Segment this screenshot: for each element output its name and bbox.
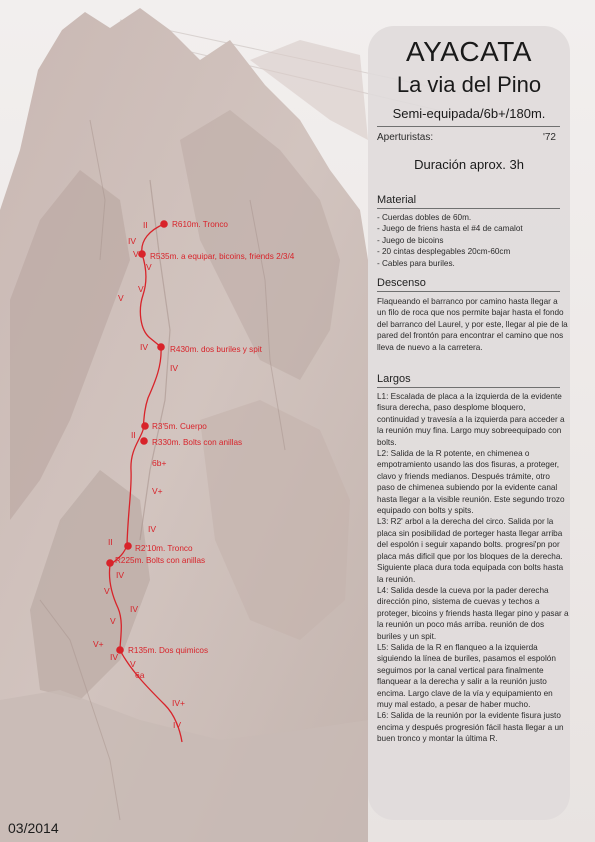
grade-label: IV bbox=[148, 524, 157, 534]
belay-label: R610m. Tronco bbox=[172, 220, 228, 229]
grade-label: V+ bbox=[93, 639, 104, 649]
grade-label: V bbox=[130, 659, 136, 669]
pitch-description: L4: Salida desde la cueva por la pader derecha dirección pino, sistema de cuevas y techos a proteger, bicoins y friends hasta llegar pino y pasar a la reunión un poco más arriba. reunión de dos buriles y un spit. bbox=[377, 585, 569, 641]
grade-label: V bbox=[138, 284, 144, 294]
grade-label: V bbox=[104, 586, 110, 596]
belay-label: R2'10m. Tronco bbox=[135, 544, 193, 553]
topo-date: 03/2014 bbox=[8, 820, 59, 836]
divider bbox=[377, 126, 560, 127]
belay-dot-r4 bbox=[157, 343, 165, 351]
divider bbox=[377, 208, 560, 209]
route-name: La via del Pino bbox=[396, 72, 542, 97]
divider bbox=[377, 387, 560, 388]
grade-label: IV bbox=[110, 652, 119, 662]
material-item: - Juego de friens hasta el #4 de camalot bbox=[377, 224, 523, 234]
grade-label: II bbox=[108, 537, 113, 547]
grade-label: V+ bbox=[152, 486, 163, 496]
divider bbox=[377, 291, 560, 292]
belay-dot-r3 bbox=[140, 437, 148, 445]
grade-label: IV bbox=[140, 342, 149, 352]
grade-label: 6b+ bbox=[152, 458, 167, 468]
belay-label: R3'5m. Cuerpo bbox=[152, 422, 207, 431]
material-list bbox=[377, 212, 567, 269]
pitch-description: L1: Escalada de placa a la izquierda de la evidente fisura derecha, paso desplome bloquero, continuidad y travesía a la izquierda para acceder a la reunión muy fina. Largo muy sobreequipado con bolts. bbox=[377, 392, 565, 447]
material-item: - Juego de bicoins bbox=[377, 235, 444, 245]
pitch-description: L6: Salida de la reunión por la evidente fisura justo encima y después progresión fácil hasta llegar a un buen tronco y montar la última R. bbox=[377, 711, 564, 744]
grade-label: II bbox=[143, 220, 148, 230]
descenso-text: Flaqueando el barranco por camino hasta llegar a un filo de roca que nos permite bajar hasta el fondo del barranco del Laurel, y por este, llegar al pie de la pared del frontón para encontrar el camino que nos lleva de nuevo a la carretera. bbox=[377, 297, 568, 352]
material-title: Material bbox=[377, 194, 417, 206]
belay-label: R330m. Bolts con anillas bbox=[152, 438, 243, 447]
largos-title: Largos bbox=[377, 373, 411, 385]
grade-label: IV bbox=[173, 720, 182, 730]
material-item: - Cuerdas dobles de 60m. bbox=[377, 213, 472, 222]
belay-dot-r6 bbox=[160, 220, 168, 228]
belay-dot-r3prime bbox=[141, 422, 149, 430]
belay-dot-r5 bbox=[138, 250, 146, 258]
pitch-description: L5: Salida de la R en flanqueo a la izquierda siguiendo la línea de buriles, pasamos el espolón seguimos por la canal vertical para finalmente flanquear a la derecha y salir a la reunión justo encima. Largo clave de la vía y equipamiento en muy mal estado, a pesar de haber mucho. bbox=[377, 642, 556, 709]
pitch-description: L3: R2' arbol a la derecha del circo. Salida por la placa sin posibilidad de porteger hasta llegar arriba del espolón i seguir xapando bolts. progresi'pn por placa más dificil que por los bloques de la derecha. Siguiente placa dura toda equipada con bolts hasta la reunión. bbox=[377, 517, 564, 584]
grade-label: IV bbox=[128, 236, 137, 246]
belay-label: R430m. dos buriles y spit bbox=[170, 345, 262, 354]
grade-label: IV bbox=[130, 604, 139, 614]
grade-label: II bbox=[131, 430, 136, 440]
openers-label: Aperturistas: bbox=[377, 132, 434, 143]
belay-label: R225m. Bolts con anillas bbox=[115, 556, 206, 565]
material-item: - Cables para buriles. bbox=[377, 258, 455, 268]
grade-label: IV bbox=[170, 363, 179, 373]
grade-label: IV+ bbox=[172, 698, 185, 708]
grade-label: V bbox=[133, 249, 139, 259]
largos-list bbox=[377, 391, 569, 745]
grade-label: V bbox=[110, 616, 116, 626]
crag-title: AYACATA bbox=[406, 36, 532, 67]
descenso-title: Descenso bbox=[377, 277, 426, 289]
grade-label: 6a bbox=[135, 670, 145, 680]
belay-dot-r2prime bbox=[124, 542, 132, 550]
pitch-description: L2: Salida de la R potente, en chimenea o empotramiento usando las dos fisuras, a proteger, clavo y friends medianos. Después trámite, otro paso de chimenea subiendo por la evidente canal hasta llegar a la visible reunión. Este segundo trozo equipado con bolts y spits. bbox=[377, 449, 565, 516]
route-grade: Semi-equipada/6b+/180m. bbox=[392, 106, 546, 121]
openers-year: '72 bbox=[542, 132, 556, 143]
belay-dot-r2 bbox=[106, 559, 114, 567]
info-panel bbox=[368, 26, 570, 820]
material-item: - 20 cintas desplegables 20cm-60cm bbox=[377, 247, 511, 257]
grade-label: V bbox=[146, 262, 152, 272]
grade-label: IV bbox=[116, 570, 125, 580]
belay-label: R135m. Dos quimicos bbox=[128, 646, 209, 655]
grade-label: V bbox=[118, 293, 124, 303]
duration: Duración aprox. 3h bbox=[414, 157, 524, 172]
belay-label: R535m. a equipar, bicoins, friends 2/3/4 bbox=[150, 252, 295, 261]
